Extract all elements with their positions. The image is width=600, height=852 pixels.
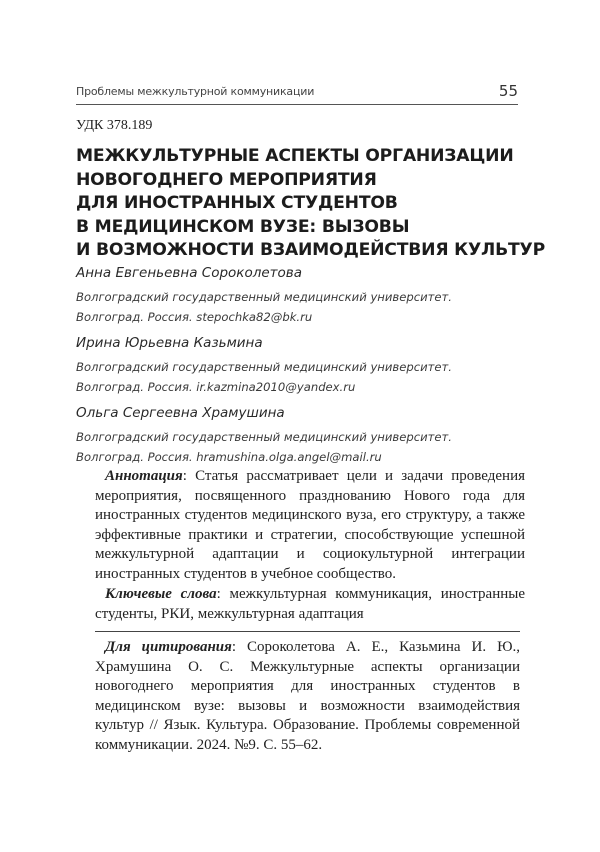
keywords-text: : межкультурная коммуникация, иностранные студенты, РКИ, межкультурная адаптация [95, 586, 525, 622]
author-affiliation [76, 357, 536, 397]
affiliation-line: Волгоградский государственный медицинский университет. [76, 360, 452, 374]
abstract-text: : Статья рассматривает цели и задачи проведения мероприятия, посвященного празднованию Нового года для иностранных студентов медицинского вуза, его структуру, а также эффективные практики и стратегии, способствующие успешной межкультурной адаптации и социокультурной интеграции иностранных студентов в учебное сообщество. [95, 468, 525, 582]
running-header [76, 82, 518, 105]
citation [95, 638, 520, 755]
title-line: МЕЖКУЛЬТУРНЫЕ АСПЕКТЫ ОРГАНИЗАЦИИ [76, 146, 514, 166]
abstract [95, 467, 525, 584]
citation-body [95, 638, 520, 755]
affiliation-line: Волгоградский государственный медицинский университет. [76, 430, 452, 444]
title-line: ДЛЯ ИНОСТРАННЫХ СТУДЕНТОВ [76, 193, 398, 213]
citation-text: : Сороколетова А. Е., Казьмина И. Ю., Храмушина О. С. Межкультурные аспекты организации новогоднего мероприятия для иностранных студентов в медицинском вузе: вызовы и возможности взаимодействия культур // Язык. Культура. Образование. Проблемы современной коммуникации. 2024. №9. С. 55–62. [95, 639, 520, 753]
running-title: Проблемы межкультурной коммуникации [76, 85, 315, 98]
location-email-line: Волгоград. Россия. stepochka82@bk.ru [76, 310, 313, 324]
author-name: Анна Евгеньевна Сороколетова [76, 265, 302, 281]
page-number: 55 [498, 82, 518, 100]
title-line: В МЕДИЦИНСКОМ ВУЗЕ: ВЫЗОВЫ [76, 216, 410, 237]
citation-label: Для цитирования [105, 639, 232, 655]
location-email-line: Волгоград. Россия. hramushina.olga.angel@mail.ru [76, 450, 382, 464]
author-affiliation [76, 287, 536, 327]
abstract-body [95, 467, 525, 584]
title-line: НОВОГОДНЕГО МЕРОПРИЯТИЯ [76, 169, 377, 190]
title-line: И ВОЗМОЖНОСТИ ВЗАИМОДЕЙСТВИЯ КУЛЬТУР [76, 240, 545, 260]
author-name: Ольга Сергеевна Храмушина [76, 405, 285, 421]
keywords-label: Ключевые слова [105, 586, 217, 602]
keywords-body [95, 585, 525, 624]
keywords [95, 585, 525, 624]
citation-divider [95, 631, 520, 632]
author-affiliation [76, 427, 536, 467]
location-email-line: Волгоград. Россия. ir.kazmina2010@yandex.ru [76, 380, 356, 394]
affiliation-line: Волгоградский государственный медицинский университет. [76, 290, 452, 304]
udc-code: УДК 378.189 [76, 118, 153, 133]
article-title [76, 145, 545, 263]
abstract-label: Аннотация [105, 468, 183, 484]
author-name: Ирина Юрьевна Казьмина [76, 335, 263, 351]
